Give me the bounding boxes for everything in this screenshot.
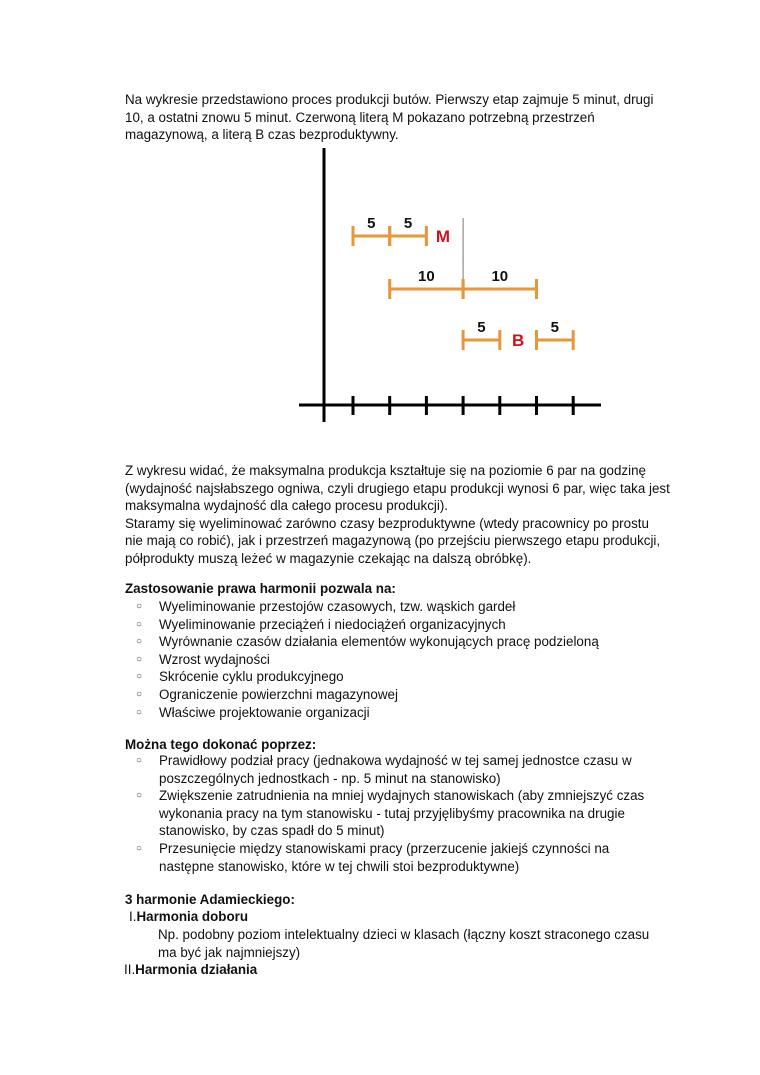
section-heading-methods: Można tego dokonać poprzez: <box>125 737 317 752</box>
section-heading-harmonies: 3 harmonie Adamieckiego: <box>125 892 295 907</box>
list-item: ○ Właściwe projektowanie organizacji <box>136 704 370 720</box>
circle-bullet-icon: ○ <box>136 671 143 683</box>
circle-bullet-icon: ○ <box>136 842 143 854</box>
harmony-title: Harmonia doboru <box>136 909 249 924</box>
harmony-item-2 <box>124 961 257 979</box>
duration-label: 10 <box>418 268 435 285</box>
marker-label-b: B <box>512 331 525 350</box>
harmony-title: Harmonia działania <box>135 962 258 977</box>
duration-label: 5 <box>367 215 376 232</box>
timeline-row-stage-1 <box>353 215 450 246</box>
methods-list <box>125 752 665 875</box>
circle-bullet-icon: ○ <box>136 706 143 718</box>
marker-label-m: M <box>435 227 451 246</box>
harmony-description: Np. podobny poziom intelektualny dzieci w klasach (łączny koszt straconego czasu ma być jak najmniejszy) <box>158 927 650 960</box>
list-item: ○ Wyeliminowanie przestojów czasowych, tzw. wąskich gardeł <box>136 599 516 614</box>
circle-bullet-icon: ○ <box>136 790 143 802</box>
duration-label: 10 <box>491 268 509 285</box>
list-item: ○ Zwiększenie zatrudnienia na mniej wydajnych stanowiskach (aby zmniejszyć czas wykonania pracy na tym stanowisku - tutaj przyjęlibyśmy pracownika na drugie stanowisko, by czas spadł do 5 minut) <box>136 788 645 839</box>
section-heading-benefits: Zastosowanie prawa harmonii pozwala na: <box>125 581 396 596</box>
list-item: ○ Skrócenie cyklu produkcyjnego <box>136 669 344 685</box>
circle-bullet-icon: ○ <box>136 618 143 630</box>
conclusion-paragraph <box>125 462 670 568</box>
circle-bullet-icon: ○ <box>136 755 143 766</box>
list-item: ○ Ograniczenie powierzchni magazynowej <box>136 686 398 702</box>
list-item: ○ Wzrost wydajności <box>136 651 270 667</box>
list-item: ○ Prawidłowy podział pracy (jednakowa wydajność w tej samej jednostce czasu w poszczególnych jednostkach - np. 5 minut na stanowisko) <box>136 753 632 786</box>
circle-bullet-icon: ○ <box>136 601 143 612</box>
list-item: ○ Wyeliminowanie przeciążeń i niedociążeń organizacyjnych <box>136 616 506 632</box>
roman-numeral: I. <box>129 909 137 924</box>
timeline-row-stage-3 <box>463 319 573 350</box>
circle-bullet-icon: ○ <box>136 688 143 700</box>
conclusion-text-2: Staramy się wyeliminować zarówno czasy bezproduktywne (wtedy pracownicy po prostu nie mają co robić), jak i przestrzeń magazynową (po przejściu pierwszego etapu produkcji, półprodukty muszą leżeć w magazynie czekając na dalszą obróbkę). <box>125 515 661 566</box>
duration-label: 5 <box>403 215 413 232</box>
duration-label: 5 <box>477 319 486 336</box>
list-item: ○ Wyrównanie czasów działania elementów wykonujących pracę podzieloną <box>136 634 599 650</box>
circle-bullet-icon: ○ <box>136 653 143 665</box>
production-timeline-diagram <box>0 0 760 460</box>
conclusion-text-1: Z wykresu widać, że maksymalna produkcja kształtuje się na poziomie 6 par na godzinę (wydajność najsłabszego ogniwa, czyli drugiego etapu produkcji wynosi 6 par, więc taka jest maksymalna wydajność dla całego procesu produkcji). <box>125 463 670 514</box>
benefits-list <box>125 598 665 721</box>
intro-paragraph: Na wykresie przedstawiono proces produkcji butów. Pierwszy etap zajmuje 5 minut, drugi 10, a ostatni znowu 5 minut. Czerwoną literą M pokazano potrzebną przestrzeń magazynową, a literą B czas bezproduktywny. <box>125 92 654 143</box>
circle-bullet-icon: ○ <box>136 636 143 648</box>
list-item: ○ Przesunięcie między stanowiskami pracy (przerzucenie jakiejś czynności na następne stanowisko, które w tej chwili stoi bezproduktywne) <box>136 840 610 874</box>
roman-numeral: II. <box>124 962 136 977</box>
harmony-item-1 <box>126 908 248 926</box>
duration-label: 5 <box>550 319 560 336</box>
